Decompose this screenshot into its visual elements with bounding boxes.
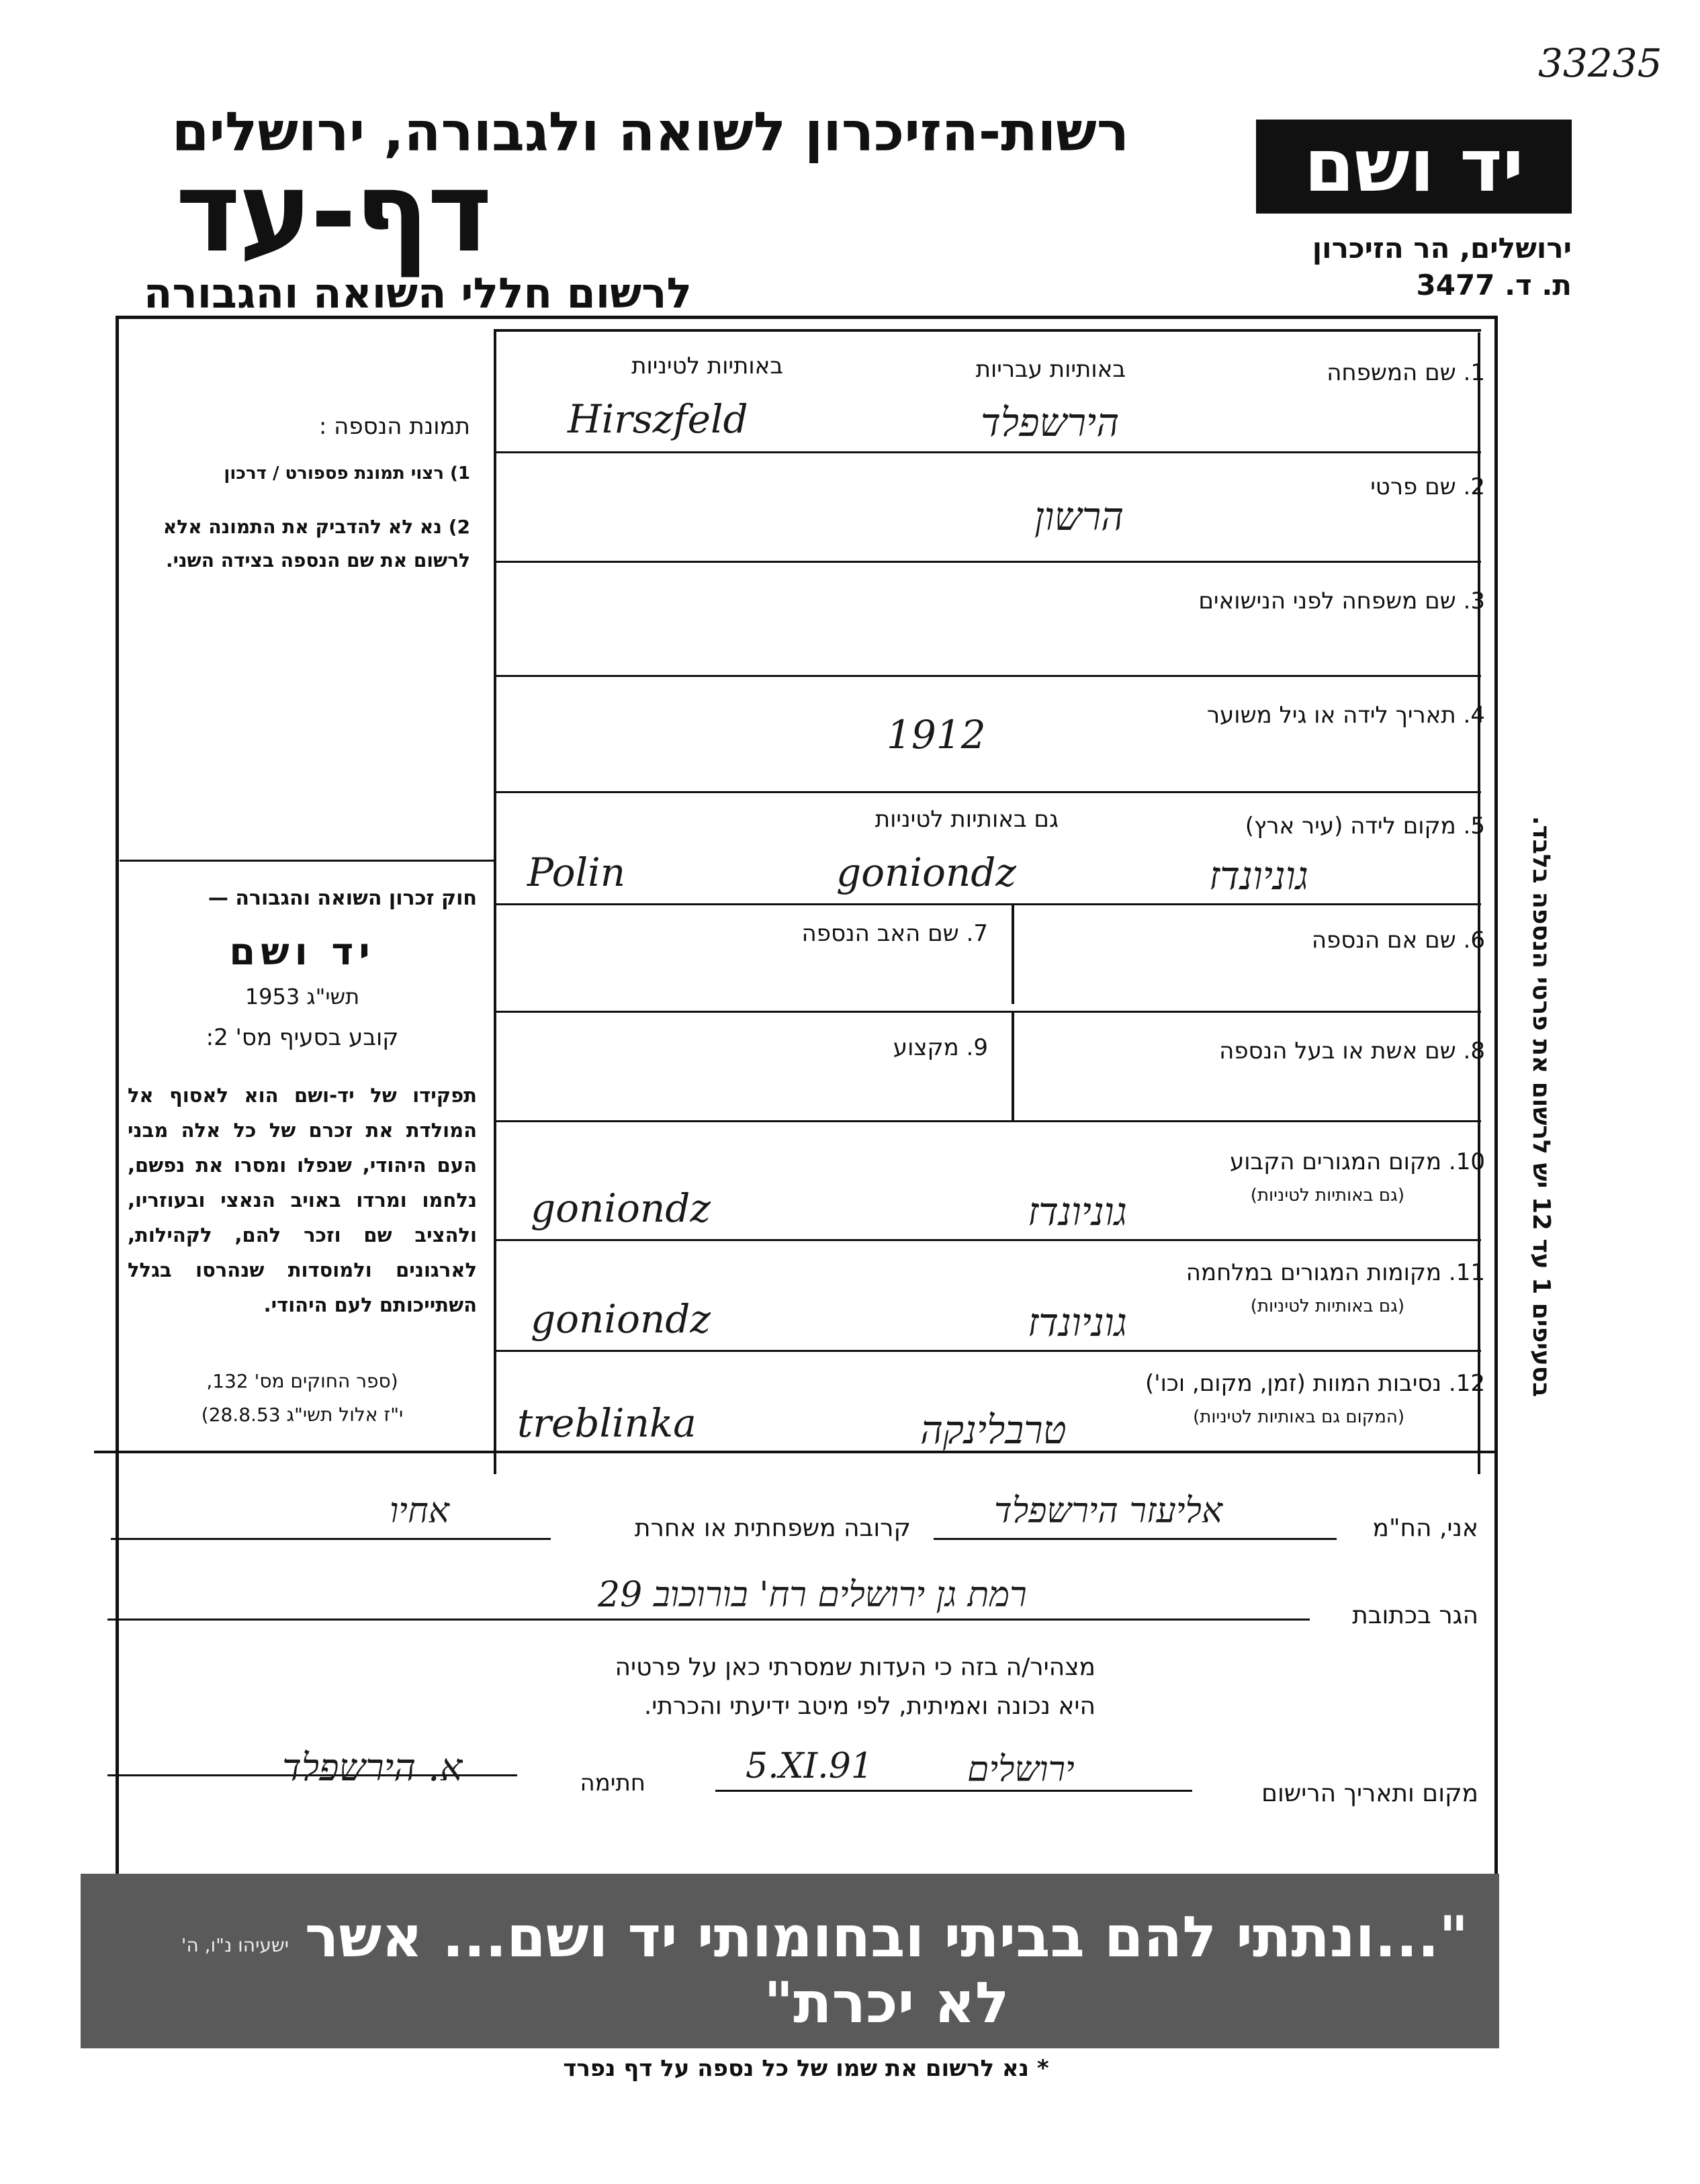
field-1-hebrew-col: באותיות עבריות [975, 356, 1126, 383]
field-11-value-hebrew[interactable]: גוניונדז [1028, 1300, 1127, 1345]
declarant-value[interactable]: אליעזר הירשפלד [994, 1491, 1223, 1531]
field-2-value[interactable]: הרשון [1034, 494, 1124, 539]
cell-divider [1012, 903, 1014, 1004]
relation-line [111, 1538, 551, 1540]
law-text: תפקידו של יד-ושם הוא לאסוף אל המולדת את זכרם של כל אלה מבני העם היהודי, שנפלו ומסרו את נפשם, נלחמו ומרדו באויב הנאצי ובעוזריו, ולהציב שם וזכר להם, לקהילות, לארגונים ולמוסדות שנהרסו בגלל השתייכותם לעם היהודי. [128, 1084, 477, 1316]
statement-line-2: היא נכונה ואמיתית, לפי מיטב ידיעתי והכרתי. [643, 1692, 1095, 1720]
place-value[interactable]: ירושלים [967, 1749, 1075, 1790]
form-subtitle: לרשום חללי השואה והגבורה [143, 269, 692, 318]
photo-note-2: 2) נא לא להדביק את התמונה אלא לרשום את שם הנספה בצידה השני. [163, 516, 470, 572]
side-note: בסעיפים 1 עד 12 יש לרשום את פרטי הנספה בלבד. [1527, 815, 1555, 1397]
field-3-label: 3. שם משפחה לפני הנישואים [1198, 588, 1485, 615]
banner-source: ישעיהו נ"ו, ה' [181, 1934, 289, 1956]
field-10-sub: (גם באותיות לטיניות) [1250, 1185, 1404, 1205]
law-reference: י"ז אלול תשי"ג 28.8.53) [201, 1404, 404, 1426]
field-7-label: 7. שם האב הנספה [801, 920, 988, 947]
fields-bottom-rule [94, 1451, 1498, 1453]
row-divider [494, 903, 1481, 905]
row-divider [494, 675, 1481, 677]
field-1-label: 1. שם המשפחה [1327, 359, 1485, 386]
row-divider [494, 451, 1481, 453]
law-reference: (ספר החוקים מס' 132, [206, 1370, 398, 1392]
field-12-value-latin[interactable]: treblinka [517, 1400, 697, 1446]
form-title: דף-עד [175, 148, 490, 277]
field-5-value-city-hebrew[interactable]: גוניונדז [1209, 853, 1308, 899]
date-value[interactable]: 5.XI.91 [746, 1746, 873, 1786]
field-4-label: 4. תאריך לידה או גיל משוער [1206, 702, 1485, 729]
field-5-value-country[interactable]: Polin [527, 850, 626, 895]
field-11-value-latin[interactable]: goniondz [531, 1296, 711, 1342]
photo-note-1: 1) רצוי תמונת פספורט / דרכון [224, 463, 470, 484]
left-column-rule [120, 860, 494, 862]
place-date-line [715, 1790, 1192, 1792]
address-value[interactable]: רמת גן ירושלים רח' בורוכוב 29 [598, 1575, 1027, 1615]
yad-vashem-logo: יד ושם [1256, 120, 1572, 214]
signature-value[interactable]: א. הירשפלד [282, 1746, 463, 1790]
field-5-label: 5. מקום לידה (עיר ארץ) [1245, 813, 1485, 839]
field-12-sub: (המקום גם באותיות לטיניות) [1193, 1407, 1404, 1427]
field-11-sub: (גם באותיות לטיניות) [1250, 1296, 1404, 1316]
field-5-value-city-latin[interactable]: goniondz [836, 850, 1016, 895]
authority-title: רשות-הזיכרון לשואה ולגבורה, ירושלים [171, 101, 1129, 163]
relation-value[interactable]: אחיו [390, 1491, 449, 1531]
footer-note: * נא לרשום את שמו של כל נספה על דף נפרד [563, 2055, 1049, 2082]
cell-divider [1012, 1013, 1014, 1120]
field-10-value-hebrew[interactable]: גוניונדז [1028, 1189, 1127, 1234]
address-label: הגר בכתובת [1352, 1602, 1478, 1629]
field-2-label: 2. שם פרטי [1370, 473, 1485, 500]
law-year: תשי"ג 1953 [244, 984, 360, 1009]
row-divider [494, 1350, 1481, 1352]
row-divider [494, 1011, 1481, 1013]
signature-label: חתימה [580, 1770, 645, 1796]
photo-title: תמונת הנספה : [318, 413, 470, 440]
relation-label: קרובה משפחתית או אחרת [634, 1514, 911, 1542]
field-1-latin-col: באותיות לטיניות [631, 353, 783, 379]
address-line [107, 1619, 1310, 1621]
field-4-value[interactable]: 1912 [887, 712, 986, 758]
field-1-value-hebrew[interactable]: הירשפלד [981, 400, 1120, 445]
declarant-line [934, 1538, 1337, 1540]
row-divider [494, 1239, 1481, 1241]
law-title: חוק זכרון השואה והגבורה — [208, 886, 477, 910]
row-divider [494, 1120, 1481, 1122]
logo-address: ירושלים, הר הזיכרון [1312, 232, 1572, 265]
declarant-label: אני, הח"מ [1372, 1514, 1478, 1542]
field-1-value-latin[interactable]: Hirszfeld [568, 396, 748, 442]
place-date-label: מקום ותאריך הרישום [1261, 1780, 1478, 1807]
statement-line-1: מצהיר/ה בזה כי העדות שמסרתי כאן על פרטיה [615, 1653, 1095, 1681]
fields-top-rule [494, 329, 1481, 332]
column-divider [494, 329, 496, 1474]
row-divider [494, 561, 1481, 563]
field-11-label: 11. מקומות המגורים במלחמה [1185, 1259, 1485, 1286]
field-10-value-latin[interactable]: goniondz [531, 1185, 711, 1231]
document-number: 33235 [1538, 40, 1662, 86]
law-clause: קובע בסעיף מס' 2: [206, 1024, 399, 1051]
law-name: יד ושם [229, 930, 375, 974]
field-12-label: 12. נסיבות המוות (זמן, מקום, וכו') [1145, 1370, 1485, 1397]
field-10-label: 10. מקום המגורים הקבוע [1229, 1148, 1485, 1175]
banner-quote: "...ונתתי להם בביתי ובחומותי יד ושם... אשר לא יכרת" [304, 1904, 1469, 2036]
field-5-latin-note: גם באותיות לטיניות [875, 806, 1059, 833]
field-6-label: 6. שם אם הנספה [1311, 927, 1485, 954]
row-divider [494, 791, 1481, 793]
field-12-value-hebrew[interactable]: טרבלינקה [920, 1407, 1067, 1453]
field-9-label: 9. מקצוע [893, 1034, 988, 1061]
field-8-label: 8. שם אשת או בעל הנספה [1219, 1038, 1485, 1064]
logo-pobox: ת. ד. 3477 [1416, 269, 1572, 302]
